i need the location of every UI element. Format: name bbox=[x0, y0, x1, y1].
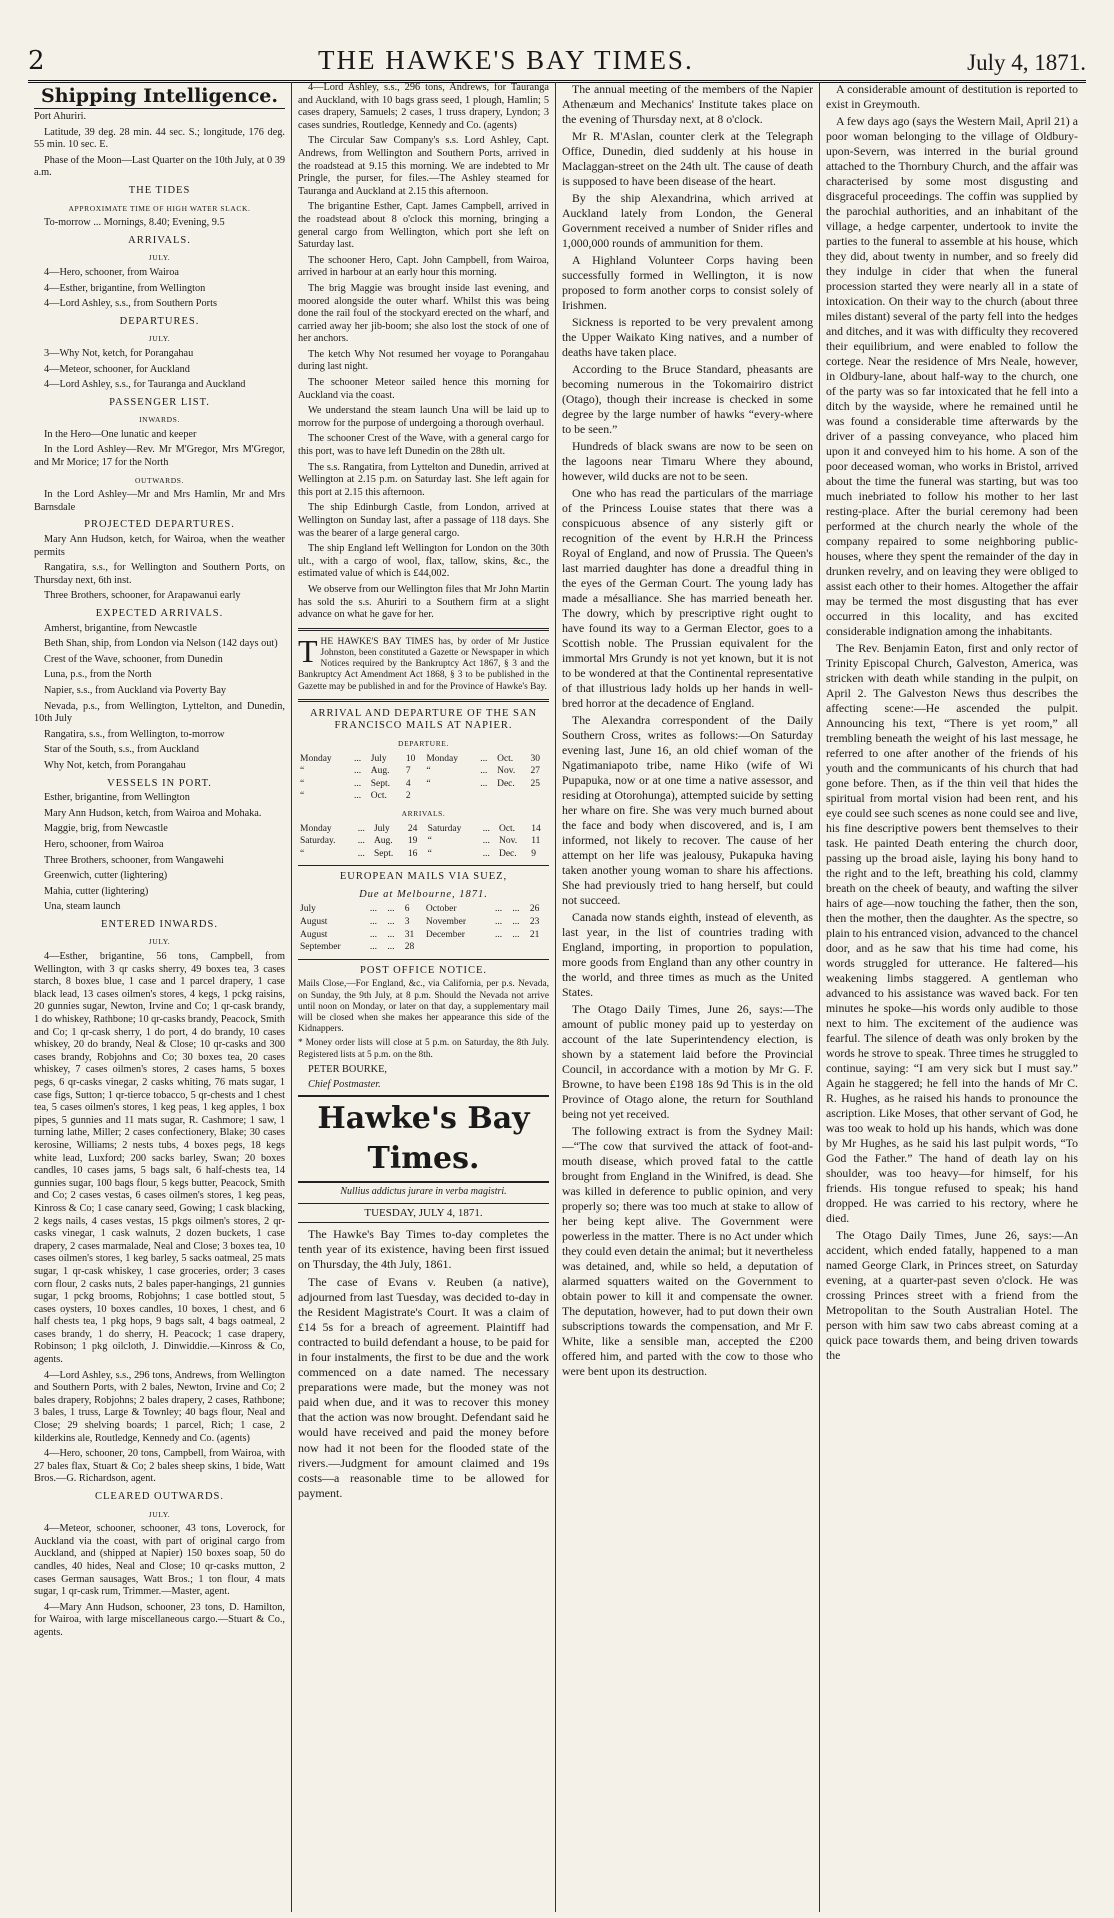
european-mails-table bbox=[298, 903, 549, 953]
paragraph: One who has read the particulars of the marriage of the Princess Louise states that there was a conspicuous absence of any sisterly gift or recognition of the event by H.R.H the Princess Royal of England, and now of Prussia. The Queen's last married daughter has done a dreadful thing in the eyes of the German Court. The young lady has made a mésalliance. She has married beneath her. The dowry, which by prescriptive right ought to have found its way to a German Elector, goes to a Scottish noble. The Prussian equivalent for the immortal Mrs Grundy is not yet known, but it is not to be wondered at that the Continental representative of that illustrious lady holds up her hands in well-bred horror at the decadence of England. bbox=[562, 486, 813, 710]
table-cell: Saturday. bbox=[300, 836, 336, 847]
table-cell: 7 bbox=[405, 766, 411, 777]
cleared-list bbox=[34, 1523, 285, 1639]
table-row bbox=[298, 916, 549, 929]
paragraph: The ketch Why Not resumed her voyage to Porangahau during last night. bbox=[298, 348, 549, 373]
table-cell: 28 bbox=[404, 942, 415, 953]
entered-list bbox=[34, 951, 285, 1486]
mails-heading: ARRIVAL AND DEPARTURE OF THE SAN FRANCISCO MAILS AT NAPIER. bbox=[309, 707, 538, 732]
table-cell: ... bbox=[369, 942, 378, 953]
table-cell: ... bbox=[357, 836, 365, 847]
table-cell: 6 bbox=[404, 904, 410, 915]
paragraph: The Rev. Benjamin Eaton, first and only rector of Trinity Episcopal Church, Galveston, America, was stricken with death while standing in the pulpit, on April 2. The Galveston News thus describes the affecting scene:—He ascended the pulpit. Announcing his text, “There is yet room,” all trembling beneath the weight of his last message, he referred to one after another of the friends of his youth and the communicants of his church that had gone before. Then, as if the thin veil that hides the spiritual from mortal vision had been rent, and his eye could see such scenes as none could see and live, his fine descriptive powers bent themselves to their task. He painted Death entering the church door, passing up the broad aisle, laying his bony hand to the right and to the left, breathing his cold, clammy breath on the cheek of beauty, and wafting the silver hairs of age—now touching the father, then the son, then the mother, then the daughter. As the spectre, so plain to his entranced vision, advanced to the chancel door, and as he saw that his time had come, his words struggled for utterance. He faltered—his weakening limbs staggered. A gentleman who advanced to his assistance was waved back. For ten minutes he spoke—his words only audible to those next to him. The excitement of the audience was fearful. The silence of death was only broken by the words he strove to speak. Three times he struggled to continue, saying: “I am very sick but I must say.” Again he staggered; he fell into the hands of Mr C. R. Hughes, as he raised his hands to pronounce the ascription. Like Moses, that other servant of God, he was too weak to hold up his hands, which was done by Mr Hughes, as he said his last pulpit words, “To God the Father.” The hand of death lay on his shoulder, was too heavy—for himself, for his friends. His tongue refused to speak; his hand dropped. He was carried to his rectory, where he died. bbox=[826, 641, 1078, 1225]
paragraph: 4—Meteor, schooner, for Auckland bbox=[44, 363, 190, 375]
projected-heading: PROJECTED DEPARTURES. bbox=[84, 519, 235, 531]
arrivals-heading: ARRIVALS. bbox=[128, 234, 191, 246]
divider bbox=[298, 628, 549, 631]
paragraph: The annual meeting of the members of the Napier Athenæum and Mechanics' Institute takes place on the evening of Thursday next, at 8 o'clock. bbox=[562, 82, 813, 126]
table-cell: ... bbox=[387, 929, 395, 940]
table-cell: 14 bbox=[531, 823, 541, 834]
table-cell: ... bbox=[482, 836, 490, 847]
paragraph: Canada now stands eighth, instead of eleventh, as last year, in the list of countries trading with England, importing, in proportion to population, more goods from England than any other country in the world, and three times as much as the United States. bbox=[562, 910, 813, 999]
paragraph: Luna, p.s., from the North bbox=[44, 669, 152, 681]
paragraph: 4—Lord Ashley, s.s., from Southern Ports bbox=[44, 298, 217, 310]
post-office-text: Mails Close,—For England, &c., via California, per p.s. Nevada, on Sunday, the 9th July, at 8 p.m. Should the Nevada not arrive until noon on Monday, or later on that day, a supplementary mail will be closed when she makes her appearance this side of the Kidnappers. bbox=[298, 979, 549, 1035]
entered-month: JULY. bbox=[148, 937, 171, 947]
table-cell: “ bbox=[427, 848, 432, 859]
european-mails-heading: EUROPEAN MAILS VIA SUEZ, bbox=[339, 871, 508, 883]
expected-heading: EXPECTED ARRIVALS. bbox=[95, 608, 224, 619]
paragraph: We observe from our Wellington files that Mr John Martin has sold the s.s. Ahuriri to a Southern firm at a slight advance on what he gave for her. bbox=[298, 583, 549, 621]
paragraph: A Highland Volunteer Corps having been successfully formed in Wellington, it is now proposed to form another corps to consist solely of Irishmen. bbox=[562, 253, 813, 312]
divider bbox=[298, 865, 549, 866]
passenger-heading: PASSENGER LIST. bbox=[109, 396, 210, 408]
table-row bbox=[298, 835, 549, 848]
paragraph: 3—Why Not, ketch, for Porangahau bbox=[44, 347, 194, 359]
table-cell bbox=[495, 790, 528, 803]
paragraph: The brigantine Esther, Capt. James Campbell, arrived in the roadstead about 8 o'clock this morning, bringing a general cargo from Wellington, which port she left on Saturday last. bbox=[298, 201, 549, 251]
column-1 bbox=[28, 82, 292, 1912]
table-cell: October bbox=[425, 904, 457, 915]
table-cell: Oct. bbox=[497, 753, 514, 764]
paragraph: A considerable amount of destitution is reported to exist in Greymouth. bbox=[826, 82, 1078, 111]
paragraph: The Otago Daily Times, June 26, says:—The amount of public money paid up to yesterday on account of the late Superintendency election, is shown by a statement laid before the Provincial Council, in accordance with a motion by Mr G. F. Browne, to have been £198 18s 9d This is in the old Province of Otago alone, the return for Southland being not yet received. bbox=[562, 1002, 813, 1121]
table-cell: “ bbox=[426, 778, 431, 789]
table-cell: “ bbox=[426, 766, 431, 777]
cleared-month: JULY. bbox=[148, 1509, 171, 1519]
postmaster-name: PETER BOURKE, bbox=[308, 1063, 387, 1075]
table-row bbox=[298, 753, 549, 766]
table-cell: ... bbox=[353, 766, 362, 777]
news-paragraphs bbox=[562, 82, 813, 1379]
paragraph: The schooner Crest of the Wave, with a general cargo for this port, was to have left Dunedin on the 28th ult. bbox=[298, 433, 549, 458]
arrivals-list bbox=[34, 267, 285, 311]
paragraph: Una, steam launch bbox=[44, 901, 121, 913]
gazette-notice-text: has, by order of Mr Justice Johnston, been constituted a Gazette or Newspaper in which Notices required by the Bankruptcy Act 1867, § 3 and the Bankruptcy Act Amendment Act 1868, § 3 to be published in the Gazette may be published in and for the Province of Hawke's Bay. bbox=[298, 636, 550, 692]
cleared-heading: CLEARED OUTWARDS. bbox=[95, 1491, 224, 1502]
table-cell: August bbox=[300, 929, 328, 940]
table-row bbox=[298, 790, 549, 803]
table-cell: Sept. bbox=[370, 778, 391, 789]
shipping-title: Shipping Intelligence. bbox=[34, 84, 285, 109]
paragraph: The Alexandra correspondent of the Daily Southern Cross, writes as follows:—On Saturday evening last, June 16, an old chief woman of the Ngatimaniapoto tribe, name Hiko (wife of Wi Pupapuka, now or at one time a native assessor, and residing at Otorohunga), attempted suicide by setting her whare on fire. She was very much burned about the face and body when discovered, and is, I am informed, not likely to recover. The cause of her attempt on her life was jealousy, Pukapuka having taken another young woman to share his affections. She had previously tried to hang herself, but could not succeed. bbox=[562, 713, 813, 907]
page-header bbox=[28, 42, 1086, 83]
table-cell: ... bbox=[494, 929, 503, 940]
drop-cap: T bbox=[298, 632, 318, 669]
paragraph: The ship Edinburgh Castle, from London, arrived at Wellington on Sunday last, after a passage of 118 days. She was the bearer of a large general cargo. bbox=[298, 502, 549, 539]
outwards-text: In the Lord Ashley—Mr and Mrs Hamlin, Mr and Mrs Barnsdale bbox=[34, 489, 285, 513]
table-cell: Sept. bbox=[373, 848, 394, 859]
paragraph: The Otago Daily Times, June 26, says:—An accident, which ended fatally, happened to a man named George Clark, in Princes street, on Saturday evening, at a quarter-past seven o'clock. He was crossing Princes street with a friend from the Metropolitan to the South Australian Hotel. The person with him saw two cabs abreast coming at a quick pace towards them, and being driven towards the bbox=[826, 1228, 1078, 1362]
divider bbox=[298, 699, 549, 702]
postmaster-title: Chief Postmaster. bbox=[308, 1079, 381, 1091]
table-cell: 27 bbox=[530, 766, 541, 777]
paragraph: Why Not, ketch, from Porangahau bbox=[44, 759, 186, 771]
paragraph: The following extract is from the Sydney Mail:—“The cow that survived the attack of foot-and-mouth disease, which proved fatal to the cattle brought from England in the Winifred, is dead. She was killed in deference to public opinion, and very properly so; there was too much at stake to allow of her being kept alive. The Government were powerless in the matter. There is no Act under which they could even detain the animal; but it nevertheless was detained, and, while so held, a deputation of alarmed squatters waited on the Government to obtain power to kill it and compensate the owner. The deputation, however, had to put down their own subscriptions towards the compensation, and Mr F. White, like a sensible man, accepted the £200 offered him, and parted with the cow to those who were bent upon its destruction. bbox=[562, 1124, 813, 1378]
table-cell: 23 bbox=[529, 917, 540, 928]
table-row bbox=[298, 778, 549, 791]
table-cell: 19 bbox=[407, 836, 418, 847]
arrivals-subheading: ARRIVALS. bbox=[401, 808, 446, 818]
paragraph: Rangatira, s.s., from Wellington, to-morrow bbox=[44, 728, 225, 740]
table-cell: 26 bbox=[529, 904, 540, 915]
post-office-heading: POST OFFICE NOTICE. bbox=[359, 964, 488, 976]
table-cell: Aug. bbox=[370, 766, 390, 777]
table-cell: ... bbox=[480, 778, 488, 789]
lord-ashley-cargo: 4—Lord Ashley, s.s., 296 tons, Andrews, for Tauranga and Auckland, with 10 bags grass seed, 1 plough, Hamlin; 5 cases drapery, Samuels; 2 cases, 1 truss drapery, Lyndon; 3 cases sundries, Routledge, Kennedy and Co. (agents) bbox=[298, 82, 549, 131]
table-row bbox=[298, 848, 549, 861]
table-cell: Aug. bbox=[373, 836, 393, 847]
table-cell: Oct. bbox=[370, 791, 387, 802]
paragraph: The Hawke's Bay Times to-day completes the tenth year of its existence, having been first issued on Thursday, the 4th July, 1861. bbox=[298, 1227, 549, 1272]
table-cell: September bbox=[300, 942, 341, 953]
table-cell: ... bbox=[494, 904, 503, 915]
paragraph: Napier, s.s., from Auckland via Poverty Bay bbox=[44, 684, 227, 696]
table-cell: 2 bbox=[405, 791, 411, 802]
paragraph: In the Hero—One lunatic and keeper bbox=[44, 428, 197, 440]
paragraph: Star of the South, s.s., from Auckland bbox=[44, 744, 200, 756]
table-cell: ... bbox=[482, 823, 490, 834]
table-cell: Dec. bbox=[498, 848, 517, 859]
paragraph: Mary Ann Hudson, ketch, from Wairoa and Mohaka. bbox=[44, 807, 262, 819]
projected-list bbox=[34, 534, 285, 603]
paragraph: Hundreds of black swans are now to be seen on the lagoons near Timaru Where they abound, however, wild ducks are not to be seen. bbox=[562, 439, 813, 483]
expected-list bbox=[34, 623, 285, 773]
vessels-list bbox=[34, 792, 285, 914]
table-cell: 21 bbox=[529, 929, 540, 940]
table-cell: Saturday bbox=[427, 823, 462, 834]
paragraph: Mr R. M'Aslan, counter clerk at the Telegraph Office, Dunedin, died suddenly at his house in Maclaggan-street on the 24th ult. The cause of death is supposed to have been disease of the heart. bbox=[562, 129, 813, 188]
table-cell: Nov. bbox=[498, 836, 518, 847]
table-cell: ... bbox=[357, 848, 365, 859]
entered-heading: ENTERED INWARDS. bbox=[101, 918, 218, 930]
departures-heading: DEPARTURES. bbox=[119, 315, 200, 327]
table-cell: ... bbox=[512, 929, 520, 940]
table-row bbox=[298, 823, 549, 836]
paragraph: 4—Esther, brigantine, from Wellington bbox=[44, 282, 206, 294]
table-cell: 16 bbox=[407, 848, 418, 859]
table-cell: ... bbox=[353, 778, 362, 789]
paragraph: Esther, brigantine, from Wellington bbox=[44, 792, 190, 804]
news-paragraphs bbox=[826, 82, 1078, 1363]
paragraph: 4—Mary Ann Hudson, schooner, 23 tons, D. Hamilton, for Wairoa, with large miscellaneous cargo.—Stuart & Co., agents. bbox=[34, 1601, 285, 1638]
paper-title: Hawke's Bay Times. bbox=[298, 1095, 549, 1183]
departures-list bbox=[34, 348, 285, 392]
tides-heading: THE TIDES bbox=[128, 184, 191, 196]
outwards-heading: OUTWARDS. bbox=[135, 475, 184, 485]
european-mails-sub: Due at Melbourne, 1871. bbox=[359, 888, 488, 900]
tides-line: To-morrow ... Mornings, 8.40; Evening, 9.5 bbox=[44, 217, 225, 229]
table-cell: ... bbox=[494, 917, 503, 928]
columns bbox=[28, 82, 1086, 1912]
table-cell: 3 bbox=[404, 917, 410, 928]
table-row bbox=[298, 941, 549, 954]
table-cell: 30 bbox=[530, 753, 541, 764]
paragraph: Rangatira, s.s., for Wellington and Southern Ports, on Thursday next, 6th inst. bbox=[34, 562, 285, 586]
post-office-note: * Money order lists will close at 5 p.m. on Saturday, the 8th July. Registered lists at 5 p.m. on the 8th. bbox=[298, 1038, 549, 1060]
paragraph: The ship England left Wellington for London on the 30th ult., with a cargo of wool, flax, tallow, skins, &c., the estimated value of which is £44,002. bbox=[298, 543, 549, 580]
paragraph: Beth Shan, ship, from London via Nelson (142 days out) bbox=[44, 638, 278, 650]
column-3 bbox=[556, 82, 820, 1912]
table-cell: July bbox=[370, 753, 387, 764]
table-cell: 24 bbox=[407, 823, 418, 834]
table-cell: “ bbox=[300, 791, 305, 802]
table-cell: ... bbox=[353, 753, 362, 764]
table-cell: August bbox=[300, 917, 328, 928]
table-cell: 10 bbox=[405, 753, 416, 764]
paragraph: Three Brothers, schooner, for Arapawanui early bbox=[44, 590, 241, 602]
table-cell: July bbox=[373, 823, 390, 834]
table-cell: ... bbox=[369, 904, 378, 915]
table-cell: 4 bbox=[405, 778, 411, 789]
paragraph: The brig Maggie was brought inside last evening, and moored alongside the outer wharf. Whilst this was being done the rail foul of the stockyard erected on the wharf, and carried away her jib-boom; she also lost the stock of one of her anchors. bbox=[298, 282, 549, 345]
table-cell: ... bbox=[387, 942, 395, 953]
table-cell: Monday bbox=[300, 823, 332, 834]
gazette-notice bbox=[298, 632, 550, 693]
paragraph: In the Lord Ashley—Rev. Mr M'Gregor, Mrs M'Gregor, and Mr Morice; 17 for the North bbox=[34, 444, 285, 469]
paragraph: The case of Evans v. Reuben (a native), adjourned from last Tuesday, was decided to-day in the Resident Magistrate's Court. It was a claim of £14 5s for a breach of agreement. Plaintiff had contracted to build defendant a house, to be paid for in four instalments, the first to be due and the work commenced on a date named. The necessary preparations were made, but the money was not paid when due, and it was to recover this money that the action was now brought. Defendant said he would have received and paid the money before now had it not been for the flooded state of the rivers.—Judgment for amount claimed and 19s costs—a reasonable time to be allowed for payment. bbox=[298, 1274, 549, 1500]
table-cell: Nov. bbox=[497, 766, 516, 777]
table-cell: ... bbox=[369, 917, 378, 928]
latitude: Latitude, 39 deg. 28 min. 44 sec. S.; longitude, 176 deg. 55 min. 10 sec. E. bbox=[34, 126, 285, 151]
departure-table bbox=[298, 753, 549, 803]
arrivals-month: JULY. bbox=[148, 253, 171, 263]
table-cell: ... bbox=[512, 917, 520, 928]
table-cell: “ bbox=[300, 778, 305, 789]
paragraph: Amherst, brigantine, from Newcastle bbox=[44, 622, 197, 634]
paragraph: The schooner Hero, Capt. John Campbell, from Wairoa, arrived in harbour at an early hour this morning. bbox=[298, 254, 549, 279]
table-cell: ... bbox=[480, 753, 488, 764]
paragraph: The schooner Meteor sailed hence this morning for Auckland via the coast. bbox=[298, 377, 549, 401]
table-cell: 25 bbox=[530, 778, 541, 789]
shipping-notes bbox=[298, 135, 549, 621]
table-row bbox=[298, 929, 549, 942]
table-cell: July bbox=[300, 904, 316, 915]
table-cell: ... bbox=[387, 917, 395, 928]
table-cell: November bbox=[425, 917, 466, 928]
table-cell: 31 bbox=[404, 929, 415, 940]
table-cell: ... bbox=[387, 904, 395, 915]
column-2 bbox=[292, 82, 556, 1912]
table-cell bbox=[529, 790, 549, 803]
table-cell: “ bbox=[300, 766, 305, 777]
table-cell: ... bbox=[480, 766, 488, 777]
moon-phase: Phase of the Moon—Last Quarter on the 10th July, at 0 39 a.m. bbox=[34, 154, 285, 179]
paragraph: A few days ago (says the Western Mail, April 21) a poor woman belonging to the village of Oldbury-upon-Severn, was interred in the burial ground attached to the Thornbury Church, and the affair was characterised by some most disgusting and disgraceful proceedings. The coffin was supplied by the parochial authorities, and an inhabitant of the village, a hedge carpenter, undertook to invite the parties to the funeral to assemble at his house, which they did, about twenty in number, and so freely did they indulge in cider that when the funeral procession started they were nearly all in a state of intoxication. On their way to the church (about three miles distant) several of the party fell into the hedges and ditches, and it was with difficulty they recovered their equilibrium, and were enabled to follow the cortege. Near the residence of Mrs Neale, however, in Oldbury-lane, about half-way to the church, one of the party was so far intoxicated that he fell into a ditch by the wayside, where he remained until he was found a considerable time afterwards by the driver of a passing conveyance, who placed him upon it and conveyed him to his home. A son of the poor deceased woman, who works in Bristol, arrived about the time the funeral was starting, but was too much inebriated to follow his mother to her last resting-place. After the burial ceremony had been performed at the church nearly the whole of the company repaired to some neighboring public-houses, where they spent the remainder of the day in drunken revelry, and on leaving they were obliged to assist each other to their homes. Altogether the affair may be termed the most disgusting that has ever occurred in this locality, and has excited considerable indignation among the inhabitants. bbox=[826, 114, 1078, 638]
inwards-list bbox=[34, 429, 285, 470]
paragraph: Mahia, cutter (lightering) bbox=[44, 885, 149, 897]
table-cell: ... bbox=[512, 904, 520, 915]
table-cell: Dec. bbox=[497, 778, 515, 789]
table-cell bbox=[424, 941, 493, 954]
editorial-paragraphs bbox=[298, 1227, 549, 1501]
paragraph: Three Brothers, schooner, from Wangawehi bbox=[44, 854, 224, 866]
editorial-date: TUESDAY, JULY 4, 1871. bbox=[298, 1203, 549, 1224]
table-cell: Monday bbox=[300, 753, 332, 764]
table-cell: 11 bbox=[531, 836, 541, 847]
paragraph: We understand the steam launch Una will be laid up to morrow for the purpose of undergoing a thorough overhaul. bbox=[298, 405, 549, 429]
motto: Nullius addictus jurare in verba magistri. bbox=[340, 1186, 507, 1198]
table-cell: ... bbox=[482, 848, 490, 859]
table-row bbox=[298, 903, 549, 916]
column-4 bbox=[820, 82, 1084, 1912]
issue-date: July 4, 1871. bbox=[967, 50, 1086, 75]
table-cell: “ bbox=[427, 836, 432, 847]
table-cell: 9 bbox=[531, 848, 536, 859]
port-name: Port Ahuriri. bbox=[34, 111, 87, 122]
arrivals-table bbox=[298, 823, 549, 861]
paragraph: Mary Ann Hudson, ketch, for Wairoa, when the weather permits bbox=[34, 534, 285, 558]
departures-month: JULY. bbox=[148, 334, 171, 344]
paragraph: Maggie, brig, from Newcastle bbox=[44, 823, 168, 835]
table-cell: “ bbox=[300, 848, 305, 859]
paragraph: Nevada, p.s., from Wellington, Lyttelton, and Dunedin, 10th July bbox=[34, 700, 285, 725]
paragraph: Sickness is reported to be very prevalent among the Upper Waikato King natives, and a number of deaths have taken place. bbox=[562, 315, 813, 359]
paragraph: Crest of the Wave, schooner, from Dunedin bbox=[44, 653, 223, 665]
table-cell: Monday bbox=[426, 753, 458, 764]
departure-heading: DEPARTURE. bbox=[398, 738, 449, 748]
inwards-heading: INWARDS. bbox=[139, 415, 180, 425]
paragraph: Hero, schooner, from Wairoa bbox=[44, 838, 164, 850]
paragraph: By the ship Alexandrina, which arrived at Auckland lately from London, the General Government received a number of Snider rifles and 1,000,000 rounds of ammunition for them. bbox=[562, 191, 813, 250]
paragraph: 4—Lord Ashley, s.s., for Tauranga and Auckland bbox=[44, 379, 246, 391]
paragraph: 4—Esther, brigantine, 56 tons, Campbell, from Wellington, with 3 qr casks sherry, 49 boxes tea, 3 cases starch, 8 boxes blue, 1 case and 1 parcel drapery, 1 case black lead, 13 cases oilmen's stores, 4 kegs, 1 pckg raisins, 20 gunnies sugar, Newton, Irvine and Co; 1 qr-cask brandy, 1 do whiskey, Rathbone; 10 qr-casks brandy, Peacock, Smith and Co; 1 qr-cask sherry, 1 do port, 4 do brandy, 10 cases whiskey, 20 do brandy, Neal & Close; 10 qr-casks and 300 cases brandy, Robjohns and Co; 30 boxes tea, 20 cases whiskey, 7 cases oilmen's stores, 2 cases hams, 5 boxes pegs, 6 qr-casks vinegar, 2 casks whiting, 76 mats sugar, 1 case figs, Sutton; 1 qr-tierce tobacco, 5 qr-chests and 1 chest tea, 5 cases oilmen's stores, 1 keg peas, 1 keg apples, 1 box pipes, 5 gunnies and 11 mats sugar, R. Cashmore; 1 saw, 1 turning lathe, Miller; 2 cases confectionery, Blake; 30 cases kerosine, Williams; 2 nests tubs, 4 boxes pegs, 18 kegs white lead, Luxford; 200 sacks barley, Swan; 20 boxes candles, 10 cases jams, 5 bags salt, 6 half-chests tea, 14 gunnies sugar, 100 bags flour, 5 kegs butter, Peacock, Smith and Co; 2 cases vestas, 6 cases oilmen's stores, 1 keg peas, Kinross & Co; 1 case canary seed, Gowing; 1 cask blacking, 2 kegs nails, 4 cases vestas, 15 pkgs oilmen's stores, 2 qr-casks vinegar, 1 cask walnuts, 2 dozen buckets, 1 case drapery, 2 cases marmalade, Neal and Close; 3 boxes tea, 10 cases oilmen's stores, 1 keg barley, 5 sacks oatmeal, 25 mats sugar, 1 qr-cask whiskey, 1 case groceries, order; 3 cases corn flour, 2 casks nuts, 2 bales paper-hangings, 21 gunnies sugar, 1 pckg brooms, Robjohns; 1 case bottled stout, 5 cases oysters, 10 boxes candles, 10 boxes, 1 chest, and 6 half chests tea, 1 pkg hops, 9 bags salt, 4 bags oatmeal, 2 cases brandy, 1 do sherry, H. Peacock; 1 case drapery, Robinson; 1 pkg oilcloth, J. Dinwiddie.—Kinross & Co, agents. bbox=[34, 951, 285, 1366]
masthead: THE HAWKE'S BAY TIMES. bbox=[317, 45, 694, 75]
page-number: 2 bbox=[28, 46, 45, 76]
table-cell bbox=[493, 941, 510, 954]
table-row bbox=[298, 765, 549, 778]
table-cell bbox=[510, 941, 527, 954]
table-cell: December bbox=[425, 929, 465, 940]
table-cell bbox=[478, 790, 495, 803]
paragraph: The s.s. Rangatira, from Lyttelton and Dunedin, arrived at Wellington at 2.15 p.m. on Saturday last. She left again for this port at 2.15 this afternoon. bbox=[298, 461, 549, 498]
table-cell: ... bbox=[353, 791, 362, 802]
paragraph: 4—Lord Ashley, s.s., 296 tons, Andrews, from Wellington and Southern Ports, with 2 bales, Newton, Irvine and Co; 2 bales drapery, Robjohns; 2 bales drapery, 2 cases, Rathbone; 3 bales, 1 truss, Large & Townley; 40 bags flour, Neal and Close; 29 shelving boards; 1 parcel, Rich; 1 case, 2 kilderkins ale, Routledge, Kennedy and Co. (agents) bbox=[34, 1369, 285, 1444]
paragraph: 4—Meteor, schooner, schooner, 43 tons, Loverock, for Auckland via the coast, with part of original cargo from Auckland, and (shipped at Napier) 150 boxes soap, 50 do candles, 40 hides, Neal and Close; 10 qr-casks mutton, 2 cases German sausages, Watt Bros.; 1 ton flour, 4 mats sugar, 1 qr-cask rum, Trimmer.—Master, agent. bbox=[34, 1523, 285, 1598]
table-cell bbox=[528, 941, 549, 954]
table-cell bbox=[424, 790, 478, 803]
table-cell: ... bbox=[357, 823, 365, 834]
gazette-notice-heading: HE HAWKE'S BAY TIMES bbox=[320, 636, 434, 647]
table-cell: ... bbox=[369, 929, 378, 940]
paragraph: 4—Hero, schooner, 20 tons, Campbell, from Wairoa, with 27 bales flax, Stuart & Co; 2 bales sheep skins, 1 bide, Watt Bros.—G. Richardson, agent. bbox=[34, 1448, 285, 1485]
paragraph: 4—Hero, schooner, from Wairoa bbox=[44, 266, 179, 278]
vessels-heading: VESSELS IN PORT. bbox=[107, 777, 212, 789]
paragraph: The Circular Saw Company's s.s. Lord Ashley, Capt. Andrews, from Wellington and Southern Ports, arrived in the roadstead at 9.15 this morning. We are indebted to Mr Pringle, the purser, for files.—The Ashley steamed for Tauranga and Auckland at 2.15 this afternoon. bbox=[298, 135, 549, 197]
table-cell: Oct. bbox=[498, 823, 516, 834]
paragraph: Greenwich, cutter (lightering) bbox=[44, 870, 168, 882]
tides-subheading: APPROXIMATE TIME OF HIGH WATER SLACK. bbox=[68, 203, 251, 213]
divider bbox=[298, 959, 549, 960]
paragraph: According to the Bruce Standard, pheasants are becoming numerous in the Tokomairiro district (Otago), though their increase is checked in some degree by the large number of hawks “every-where to be seen.” bbox=[562, 362, 813, 436]
